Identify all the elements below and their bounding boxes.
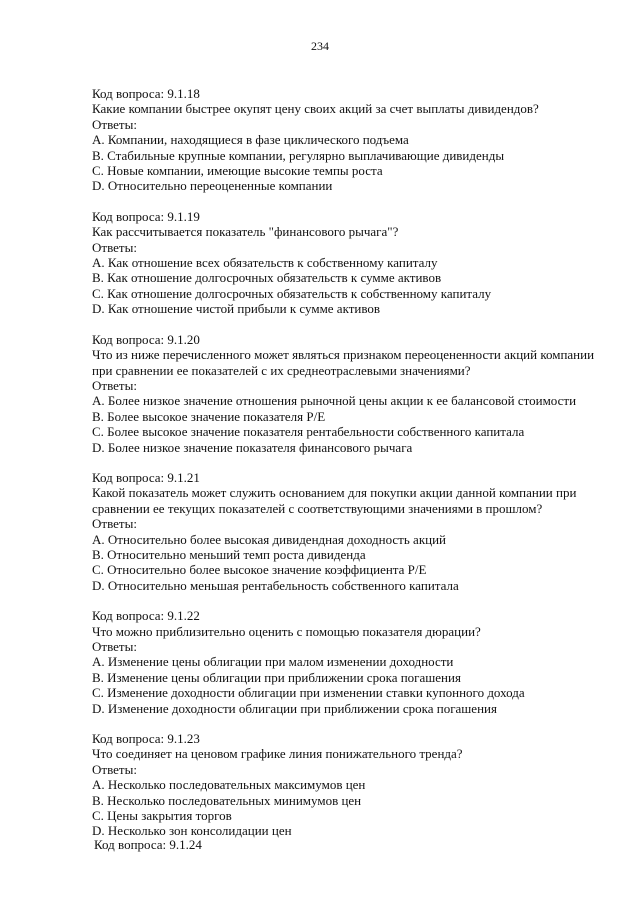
question-text: Что можно приблизительно оценить с помощью показателя дюрации? (92, 623, 481, 639)
answer-option: B. Относительно меньший темп роста дивиденда (92, 546, 366, 562)
question-code: Код вопроса: 9.1.20 (92, 331, 200, 347)
answer-option: C. Как отношение долгосрочных обязательств к собственному капиталу (92, 285, 492, 301)
answers-label: Ответы: (92, 377, 137, 393)
answer-option: D. Относительно переоцененные компании (92, 178, 333, 194)
answers-label: Ответы: (92, 239, 137, 255)
answers-label: Ответы: (92, 639, 137, 654)
answer-option: D. Относительно меньшая рентабельность собственного капитала (92, 577, 459, 593)
answer-option: D. Более низкое значение показателя финансового рычага (92, 439, 413, 455)
answer-option: C. Цены закрытия торгов (92, 808, 232, 824)
question-text: Что соединяет на ценовом графике линия понижательного тренда? (92, 746, 463, 762)
answer-option: B. Несколько последовательных минимумов цен (92, 792, 362, 808)
answer-option: B. Изменение цены облигации при приближении срока погашения (92, 669, 461, 685)
question-code: Код вопроса: 9.1.18 (92, 86, 200, 101)
answer-option: D. Как отношение чистой прибыли к сумме активов (92, 301, 381, 317)
question-code: Код вопроса: 9.1.24 (94, 837, 202, 852)
answer-option: C. Новые компании, имеющие высокие темпы роста (92, 163, 383, 179)
answer-option: A. Компании, находящиеся в фазе циклического подъема (92, 132, 409, 148)
answers-label: Ответы: (92, 116, 137, 132)
questions-list (92, 86, 612, 854)
question-block (92, 731, 612, 839)
question-block (92, 209, 612, 317)
answer-option: A. Относительно более высокая дивидендная доходность акций (92, 531, 447, 547)
answers-label: Ответы: (92, 516, 137, 532)
question-code: Код вопроса: 9.1.21 (92, 469, 200, 485)
answer-option: A. Как отношение всех обязательств к собственному капиталу (92, 255, 438, 271)
answer-option: D. Изменение доходности облигации при приближении срока погашения (92, 700, 497, 716)
answer-option: D. Несколько зон консолидации цен (92, 823, 292, 839)
answer-option: B. Стабильные крупные компании, регулярно выплачивающие дивиденды (92, 147, 505, 163)
question-text: Что из ниже перечисленного может являться признаком переоцененности акций компании при сравнении ее показателей с их среднеотраслевыми значениями? (92, 347, 598, 378)
question-code: Код вопроса: 9.1.23 (92, 731, 200, 747)
question-block (92, 608, 612, 716)
answer-option: A. Более низкое значение отношения рыночной цены акции к ее балансовой стоимости (92, 393, 577, 409)
question-text: Какой показатель может служить основанием для покупки акции данной компании при сравнении ее текущих показателей с соответствующими значениями в прошлом? (92, 485, 580, 516)
answers-label: Ответы: (92, 761, 137, 777)
answer-option: C. Более высокое значение показателя рентабельности собственного капитала (92, 424, 525, 440)
answer-option: C. Изменение доходности облигации при изменении ставки купонного дохода (92, 685, 525, 701)
answer-option: B. Как отношение долгосрочных обязательств к сумме активов (92, 270, 442, 286)
question-text: Как рассчитывается показатель "финансового рычага"? (92, 224, 399, 240)
page-number: 234 (311, 39, 329, 53)
answer-option: C. Относительно более высокое значение коэффициента P/E (92, 562, 427, 578)
answer-option: A. Несколько последовательных максимумов цен (92, 777, 366, 793)
question-code: Код вопроса: 9.1.22 (92, 608, 200, 624)
answer-option: A. Изменение цены облигации при малом изменении доходности (92, 654, 454, 670)
question-text: Какие компании быстрее окупят цену своих акций за счет выплаты дивидендов? (92, 101, 539, 117)
question-block (92, 470, 612, 593)
question-block (92, 332, 612, 455)
answer-option: B. Более высокое значение показателя P/E (92, 408, 326, 424)
question-code: Код вопроса: 9.1.19 (92, 208, 200, 224)
question-block (92, 86, 612, 194)
